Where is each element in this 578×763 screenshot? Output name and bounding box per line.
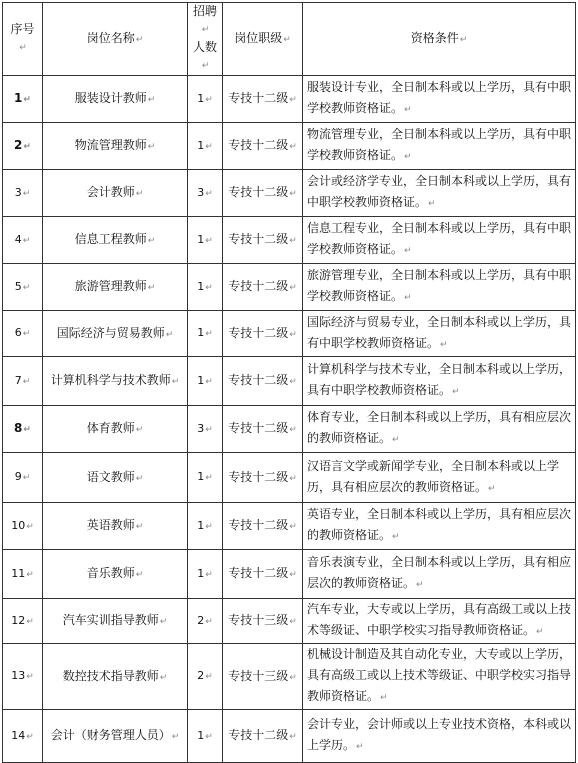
hire-count-cell: [188, 453, 223, 503]
position-name: 信息工程教师: [74, 232, 147, 246]
paragraph-mark-icon: ↵: [289, 329, 297, 340]
paragraph-mark-icon: ↵: [452, 387, 460, 397]
row-number: 6: [14, 326, 22, 339]
position-name: 语文教师: [86, 469, 135, 484]
row-number-cell: [3, 503, 43, 550]
position-level: 专技十三级: [228, 613, 289, 627]
position-level: 专技十二级: [228, 469, 289, 484]
table-row: [3, 311, 576, 357]
position-level: 专技十二级: [228, 325, 289, 340]
position-level-cell: [223, 217, 303, 264]
qualification-requirements-cell: [303, 503, 576, 550]
position-level: 专技十二级: [228, 373, 289, 387]
paragraph-mark-icon: ↵: [159, 617, 168, 627]
table-row: [3, 453, 576, 503]
paragraph-mark-icon: ↵: [289, 522, 297, 532]
row-number: 3: [14, 185, 22, 199]
hire-count: 1: [197, 470, 205, 483]
table-row: [3, 217, 576, 264]
paragraph-mark-icon: ↵: [22, 329, 31, 339]
qualification-requirements-cell: [303, 123, 576, 170]
row-number-cell: [3, 311, 43, 357]
row-number-cell: [3, 406, 43, 453]
paragraph-mark-icon: ↵: [356, 742, 364, 752]
hire-count-cell: [188, 170, 223, 217]
paragraph-mark-icon: ↵: [135, 570, 144, 580]
qualification-requirements: 会计或经济学专业，全日制本科或以上学历，具有中职学校教师资格证。: [307, 174, 572, 209]
hire-count: 3: [197, 185, 205, 199]
position-name-cell: [43, 311, 188, 357]
paragraph-mark-icon: ↵: [205, 616, 213, 627]
qualification-requirements-cell: [303, 357, 576, 406]
paragraph-mark-icon: ↵: [165, 329, 174, 340]
paragraph-mark-icon: ↵: [205, 94, 213, 105]
position-name-cell: [43, 76, 188, 123]
position-level-cell: [223, 406, 303, 453]
qualification-requirements: 汽车专业，大专或以上学历，具有高级工或以上技术等级证、中职学校实习指导教师资格证。: [307, 602, 572, 637]
hire-count-cell: [188, 710, 223, 763]
hire-count: 1: [197, 326, 205, 339]
hire-count-cell: [188, 217, 223, 264]
qualification-requirements-cell: [303, 406, 576, 453]
qualification-requirements: 物流管理专业，全日制本科或以上学历，具有中职学校教师资格证。: [307, 127, 572, 162]
position-level: 专技十二级: [228, 728, 289, 742]
paragraph-mark-icon: ↵: [404, 246, 412, 256]
qualification-requirements-cell: [303, 170, 576, 217]
paragraph-mark-icon: ↵: [392, 435, 400, 445]
table-row: [3, 264, 576, 311]
paragraph-mark-icon: ↵: [536, 627, 544, 637]
position-name: 汽车实训指导教师: [62, 613, 159, 627]
position-name: 音乐教师: [86, 566, 135, 580]
position-name-cell: [43, 599, 188, 644]
row-number-cell: [3, 599, 43, 644]
position-level-cell: [223, 357, 303, 406]
hire-count: 2: [197, 669, 205, 682]
qualification-requirements: 机械设计制造及其自动化专业，大专或以上学历，具有高级工或以上技术等级证、中职学校实习指导教师资格证。: [307, 647, 572, 703]
header-name: 岗位名称↵: [43, 3, 188, 76]
paragraph-mark-icon: ↵: [171, 377, 180, 387]
qualification-requirements: 服装设计专业，全日制本科或以上学历，具有中职学校教师资格证。: [307, 80, 572, 115]
paragraph-mark-icon: ↵: [205, 672, 213, 682]
qualification-requirements-cell: [303, 710, 576, 763]
paragraph-mark-icon: ↵: [205, 569, 213, 580]
position-name-cell: [43, 550, 188, 599]
paragraph-mark-icon: ↵: [22, 473, 31, 483]
paragraph-mark-icon: ↵: [289, 425, 297, 435]
position-name-cell: [43, 123, 188, 170]
hire-count: 2: [197, 613, 205, 627]
qualification-requirements-cell: [303, 76, 576, 123]
header-requirements: 资格条件↵: [303, 3, 576, 76]
row-number-cell: [3, 217, 43, 264]
paragraph-mark-icon: ↵: [205, 424, 213, 435]
paragraph-mark-icon: ↵: [23, 142, 31, 152]
paragraph-mark-icon: ↵: [159, 672, 168, 683]
paragraph-mark-icon: ↵: [147, 142, 156, 152]
row-number: 14: [11, 728, 26, 742]
paragraph-mark-icon: ↵: [147, 283, 156, 293]
position-name: 计算机科学与技术教师: [50, 373, 171, 387]
paragraph-mark-icon: ↵: [205, 731, 213, 742]
table-row: [3, 76, 576, 123]
row-number-cell: [3, 76, 43, 123]
position-level-cell: [223, 453, 303, 503]
row-number: 5: [14, 279, 22, 293]
paragraph-mark-icon: ↵: [147, 236, 156, 246]
row-number-cell: [3, 644, 43, 710]
position-name-cell: [43, 503, 188, 550]
position-level-cell: [223, 123, 303, 170]
row-number: 4: [14, 232, 22, 246]
qualification-requirements-cell: [303, 264, 576, 311]
paragraph-mark-icon: ↵: [440, 339, 448, 350]
paragraph-mark-icon: ↵: [404, 152, 412, 162]
position-name-cell: [43, 264, 188, 311]
row-number: 8: [14, 421, 23, 435]
qualification-requirements: 英语专业，全日制本科或以上学历，具有相应层次的教师资格证。: [307, 507, 572, 542]
qualification-requirements: 旅游管理专业，全日制本科或以上学历，具有中职学校教师资格证。: [307, 268, 572, 303]
paragraph-mark-icon: ↵: [289, 95, 297, 105]
position-name: 会计教师: [86, 185, 135, 199]
paragraph-mark-icon: ↵: [22, 188, 31, 199]
position-name: 会计（财务管理人员）: [50, 728, 171, 742]
table-row: [3, 123, 576, 170]
position-level: 专技十二级: [228, 91, 289, 105]
paragraph-mark-icon: ↵: [416, 580, 424, 590]
header-row: [3, 3, 576, 76]
position-name-cell: [43, 357, 188, 406]
paragraph-mark-icon: ↵: [22, 282, 31, 293]
paragraph-mark-icon: ↵: [380, 693, 388, 703]
position-name: 服装设计教师: [74, 91, 147, 105]
position-name: 国际经济与贸易教师: [56, 325, 165, 340]
paragraph-mark-icon: ↵: [289, 473, 297, 484]
paragraph-mark-icon: ↵: [22, 235, 31, 246]
position-level-cell: [223, 264, 303, 311]
position-level: 专技十二级: [228, 185, 289, 199]
table-body: [3, 76, 576, 763]
recruitment-table: [2, 2, 576, 763]
position-level: 专技十二级: [228, 232, 289, 246]
qualification-requirements-cell: [303, 599, 576, 644]
hire-count: 1: [197, 279, 205, 293]
qualification-requirements: 体育专业，全日制本科或以上学历，具有相应层次的教师资格证。: [307, 410, 572, 445]
hire-count-cell: [188, 644, 223, 710]
row-number-cell: [3, 550, 43, 599]
paragraph-mark-icon: ↵: [135, 189, 144, 199]
hire-count: 1: [197, 138, 205, 152]
table-row: [3, 599, 576, 644]
position-level-cell: [223, 644, 303, 710]
row-number-cell: [3, 264, 43, 311]
row-number-cell: [3, 453, 43, 503]
paragraph-mark-icon: ↵: [289, 142, 297, 152]
row-number: 7: [14, 373, 22, 387]
paragraph-mark-icon: ↵: [205, 141, 213, 152]
paragraph-mark-icon: ↵: [289, 672, 297, 683]
position-name: 旅游管理教师: [74, 279, 147, 293]
position-level: 专技十二级: [228, 518, 289, 532]
position-level: 专技十二级: [228, 421, 289, 435]
position-name-cell: [43, 710, 188, 763]
qualification-requirements: 计算机科学与技术专业，全日制本科或以上学历，具有中职学校教师资格证。: [307, 362, 572, 397]
position-name: 数控技术指导教师: [62, 668, 159, 683]
row-number-cell: [3, 357, 43, 406]
paragraph-mark-icon: ↵: [26, 731, 34, 742]
table-row: [3, 357, 576, 406]
row-number-cell: [3, 710, 43, 763]
table-row: [3, 406, 576, 453]
position-level: 专技十二级: [228, 566, 289, 580]
paragraph-mark-icon: ↵: [205, 282, 213, 293]
paragraph-mark-icon: ↵: [26, 569, 34, 580]
table-row: [3, 710, 576, 763]
qualification-requirements-cell: [303, 311, 576, 357]
qualification-requirements: 国际经济与贸易专业，全日制本科或以上学历，具有中职学校教师资格证。: [307, 314, 572, 350]
paragraph-mark-icon: ↵: [205, 235, 213, 246]
qualification-requirements-cell: [303, 644, 576, 710]
position-level-cell: [223, 170, 303, 217]
position-name-cell: [43, 453, 188, 503]
position-name: 体育教师: [86, 421, 135, 435]
position-level: 专技十三级: [228, 668, 289, 683]
paragraph-mark-icon: ↵: [23, 425, 31, 435]
paragraph-mark-icon: ↵: [135, 473, 144, 484]
paragraph-mark-icon: ↵: [488, 483, 496, 494]
row-number-cell: [3, 170, 43, 217]
table-row: [3, 503, 576, 550]
hire-count: 1: [197, 518, 205, 532]
position-level-cell: [223, 710, 303, 763]
paragraph-mark-icon: ↵: [289, 617, 297, 627]
qualification-requirements: 信息工程专业，全日制本科或以上学历，具有中职学校教师资格证。: [307, 221, 572, 256]
hire-count-cell: [188, 264, 223, 311]
paragraph-mark-icon: ↵: [26, 672, 34, 682]
paragraph-mark-icon: ↵: [205, 188, 213, 199]
paragraph-mark-icon: ↵: [428, 199, 436, 209]
paragraph-mark-icon: ↵: [289, 377, 297, 387]
position-level-cell: [223, 550, 303, 599]
paragraph-mark-icon: ↵: [26, 521, 34, 532]
table-row: [3, 644, 576, 710]
position-level: 专技十二级: [228, 279, 289, 293]
table-row: [3, 550, 576, 599]
position-level: 专技十二级: [228, 138, 289, 152]
hire-count-cell: [188, 357, 223, 406]
header-count: 招聘↵ 人数↵: [188, 3, 223, 76]
paragraph-mark-icon: ↵: [147, 95, 156, 105]
paragraph-mark-icon: ↵: [289, 283, 297, 293]
paragraph-mark-icon: ↵: [205, 329, 213, 339]
table-row: [3, 170, 576, 217]
row-number: 9: [14, 470, 22, 483]
hire-count-cell: [188, 550, 223, 599]
hire-count-cell: [188, 311, 223, 357]
paragraph-mark-icon: ↵: [289, 236, 297, 246]
paragraph-mark-icon: ↵: [205, 376, 213, 387]
paragraph-mark-icon: ↵: [289, 189, 297, 199]
position-level-cell: [223, 503, 303, 550]
paragraph-mark-icon: ↵: [22, 376, 31, 387]
paragraph-mark-icon: ↵: [135, 425, 144, 435]
hire-count: 1: [197, 728, 205, 742]
row-number: 1: [14, 91, 23, 105]
hire-count: 1: [197, 91, 205, 105]
qualification-requirements-cell: [303, 453, 576, 503]
qualification-requirements: 音乐表演专业，全日制本科或以上学历，具有相应层次的教师资格证。: [307, 555, 572, 590]
row-number: 11: [11, 566, 26, 580]
row-number: 10: [11, 518, 26, 532]
paragraph-mark-icon: ↵: [289, 732, 297, 742]
hire-count: 3: [197, 421, 205, 435]
qualification-requirements: 会计专业，会计师或以上专业技术资格，本科或以上学历。: [307, 717, 572, 752]
position-name: 英语教师: [86, 518, 135, 532]
paragraph-mark-icon: ↵: [23, 95, 31, 105]
paragraph-mark-icon: ↵: [26, 616, 34, 627]
position-name-cell: [43, 217, 188, 264]
paragraph-mark-icon: ↵: [289, 570, 297, 580]
row-number: 2: [14, 138, 23, 152]
hire-count-cell: [188, 76, 223, 123]
position-level-cell: [223, 311, 303, 357]
qualification-requirements: 汉语言文学或新闻学专业，全日制本科或以上学历，具有相应层次的教师资格证。: [307, 458, 560, 494]
row-number: 12: [11, 613, 26, 627]
hire-count-cell: [188, 599, 223, 644]
paragraph-mark-icon: ↵: [392, 532, 400, 542]
paragraph-mark-icon: ↵: [404, 293, 412, 303]
hire-count: 1: [197, 373, 205, 387]
hire-count-cell: [188, 503, 223, 550]
paragraph-mark-icon: ↵: [205, 473, 213, 483]
header-level: 岗位职级↵: [223, 3, 303, 76]
position-name-cell: [43, 406, 188, 453]
header-num: 序号↵: [3, 3, 43, 76]
row-number: 13: [11, 669, 26, 682]
qualification-requirements-cell: [303, 550, 576, 599]
paragraph-mark-icon: ↵: [404, 105, 412, 115]
paragraph-mark-icon: ↵: [135, 522, 144, 532]
hire-count: 1: [197, 232, 205, 246]
position-name-cell: [43, 170, 188, 217]
paragraph-mark-icon: ↵: [205, 521, 213, 532]
hire-count: 1: [197, 566, 205, 580]
qualification-requirements-cell: [303, 217, 576, 264]
hire-count-cell: [188, 123, 223, 170]
position-name-cell: [43, 644, 188, 710]
position-level-cell: [223, 76, 303, 123]
paragraph-mark-icon: ↵: [171, 732, 180, 742]
hire-count-cell: [188, 406, 223, 453]
position-name: 物流管理教师: [74, 138, 147, 152]
position-level-cell: [223, 599, 303, 644]
row-number-cell: [3, 123, 43, 170]
